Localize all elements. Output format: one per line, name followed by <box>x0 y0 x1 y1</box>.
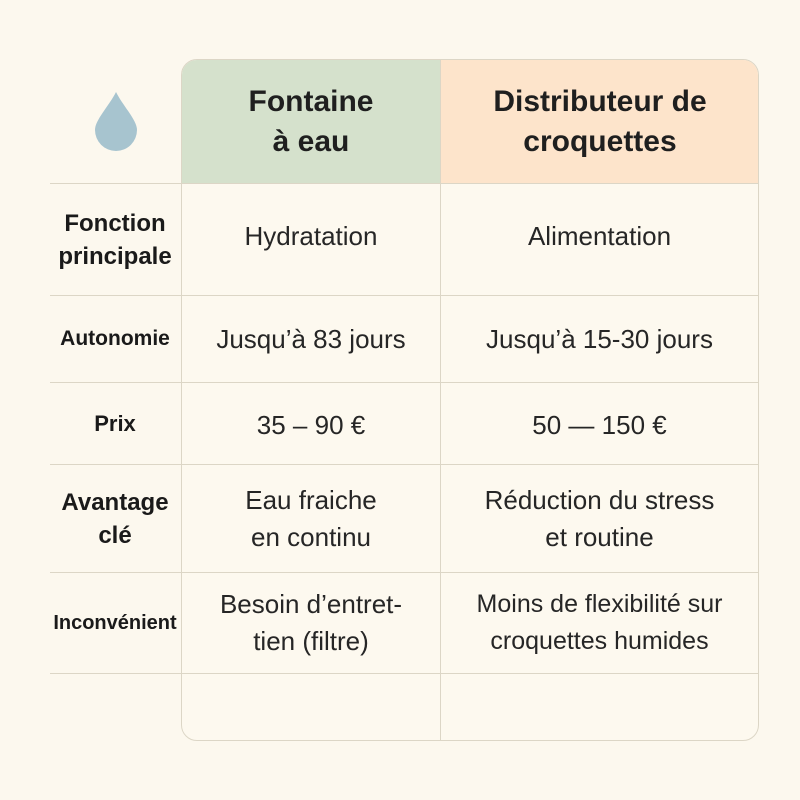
row-label-key-advantage: Avantage clé <box>61 488 169 549</box>
cell-drawback-dispenser: Moins de flexibilité sur croquettes humides <box>476 590 723 655</box>
cell-key-advantage-fountain: Eau fraiche en continu <box>245 484 377 552</box>
water-drop-icon <box>93 90 139 152</box>
cell-main-function-fountain: Hydratation <box>244 220 378 251</box>
icon-cell <box>50 60 182 182</box>
row-divider <box>50 673 759 674</box>
row-label-price: Prix <box>94 410 136 436</box>
cell-autonomy-fountain: Jusqu’à 83 jours <box>216 323 406 354</box>
cell-drawback-fountain: Besoin d’entret- tien (filtre) <box>219 589 403 656</box>
row-label-main-function: Fonction principale <box>58 209 172 270</box>
cell-price-fountain: 35 – 90 € <box>256 409 366 440</box>
cell-autonomy-dispenser: Jusqu’à 15-30 jours <box>486 323 713 354</box>
cell-key-advantage-dispenser: Réduction du stress et routine <box>484 484 715 552</box>
row-label-autonomy: Autonomie <box>60 327 170 350</box>
cell-main-function-dispenser: Alimentation <box>527 220 672 251</box>
column-header-food-dispenser: Distributeur de croquettes <box>440 60 759 184</box>
cell-price-dispenser: 50 — 150 € <box>532 409 667 440</box>
column-header-water-fountain: Fontaine à eau <box>182 60 440 184</box>
row-label-drawback: Inconvénient <box>53 612 177 634</box>
